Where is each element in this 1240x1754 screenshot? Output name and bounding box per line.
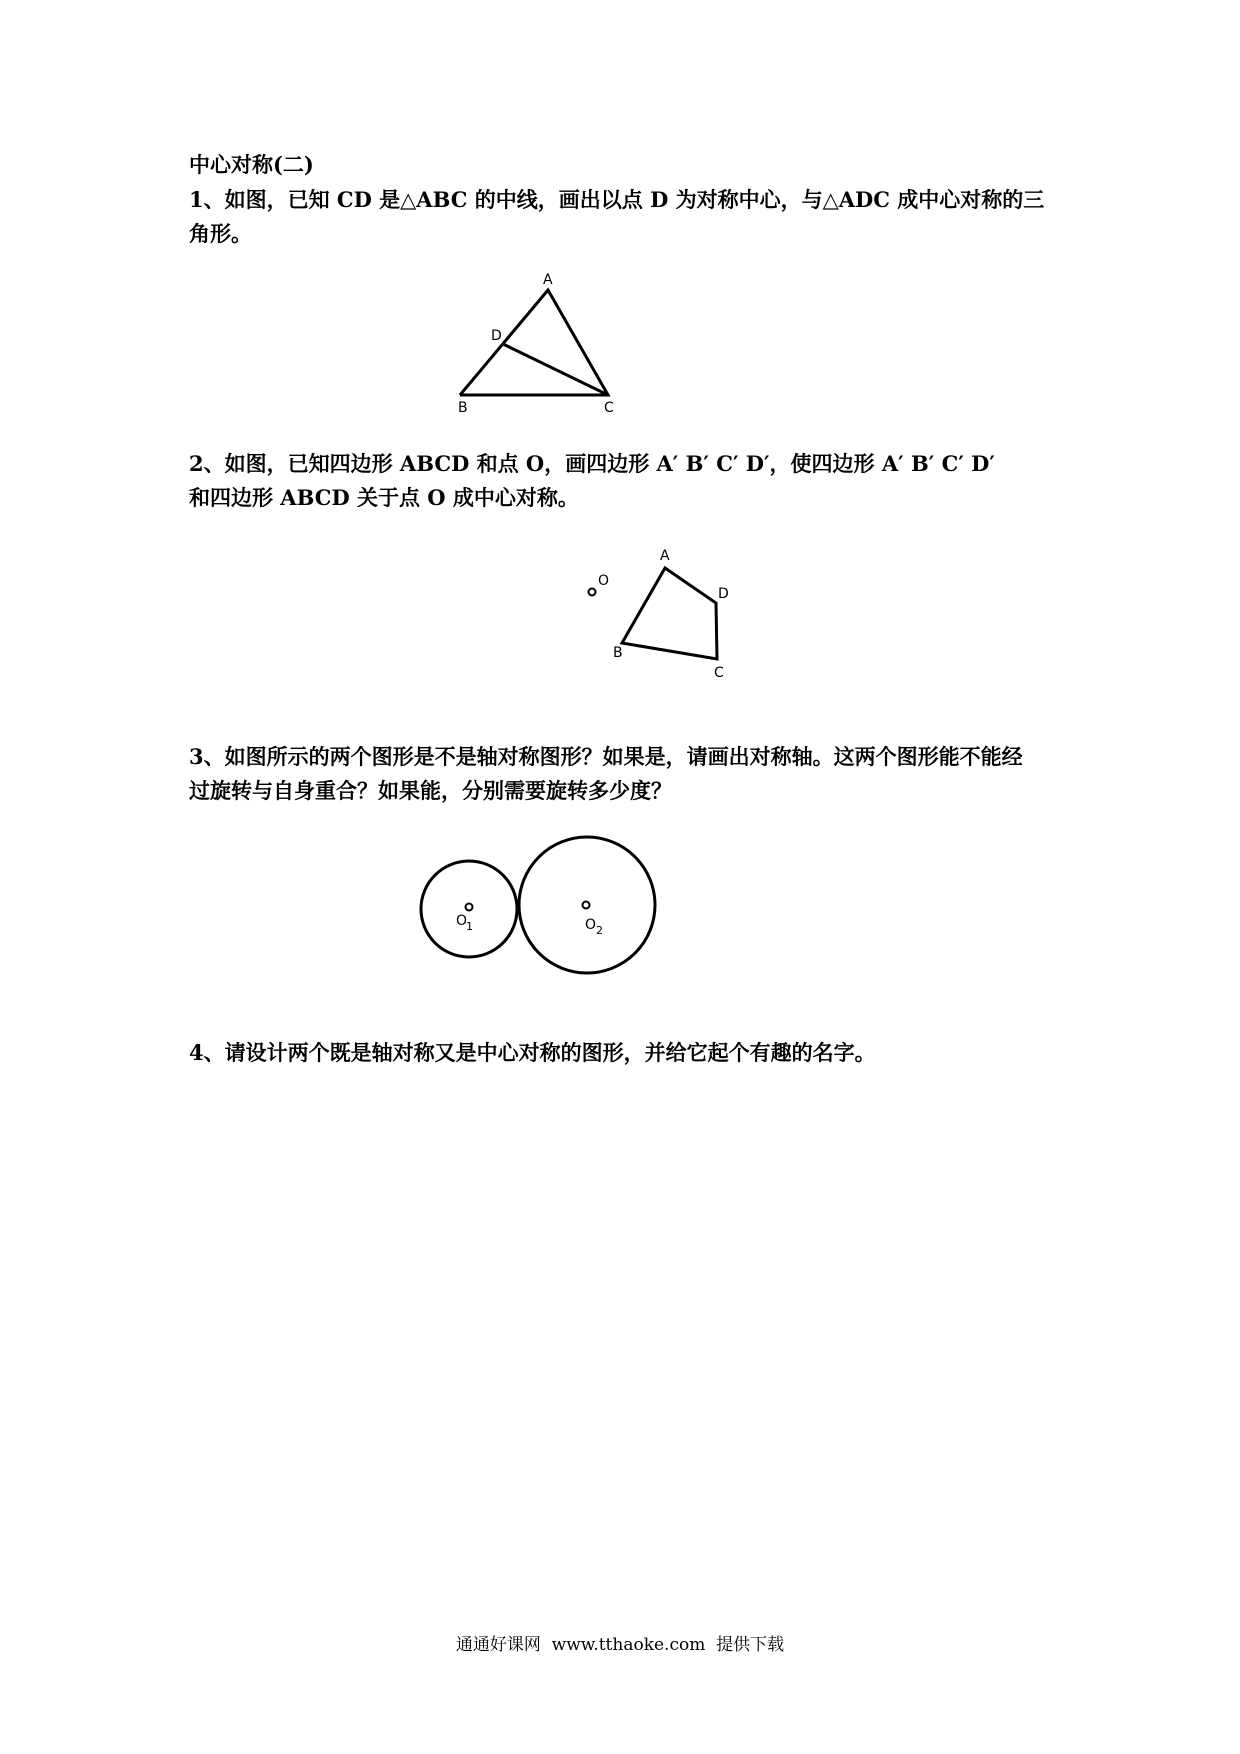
center-o2: [583, 902, 590, 909]
label-b: B: [458, 400, 468, 416]
two-circles-figure: [421, 837, 655, 973]
label-c: C: [714, 665, 724, 681]
quadrilateral-abcd: [622, 568, 717, 659]
triangle-abc-figure: [458, 272, 614, 416]
label-o2: O: [585, 917, 597, 933]
label-b: B: [613, 645, 623, 661]
center-o1: [466, 904, 473, 911]
label-a: A: [660, 548, 670, 564]
question-1-line-1: 1、如图，已知 CD 是△ABC 的中线，画出以点 D 为对称中心，与△ADC 成中心对称的三: [189, 187, 1045, 212]
question-2-line-2: 和四边形 ABCD 关于点 O 成中心对称。: [189, 485, 579, 510]
question-3-line-2: 过旋转与自身重合？如果能，分别需要旋转多少度？: [189, 778, 672, 803]
label-d: D: [718, 586, 729, 602]
point-o: [589, 589, 596, 596]
footer-source: 通通好课网 www.tthaoke.com 提供下载: [455, 1635, 785, 1655]
label-d: D: [491, 328, 502, 344]
page-title: 中心对称(二): [189, 152, 314, 177]
circle-o2: [519, 837, 655, 973]
label-a: A: [543, 272, 553, 288]
label-o1-subscript: 1: [466, 920, 473, 933]
label-c: C: [604, 400, 614, 416]
label-o1: O: [456, 913, 468, 929]
triangle-abc: [460, 290, 608, 395]
quadrilateral-abcd-figure: [589, 548, 729, 681]
label-o2-subscript: 2: [596, 924, 603, 937]
question-1-line-2: 角形。: [189, 221, 252, 246]
question-2-line-1: 2、如图，已知四边形 ABCD 和点 O，画四边形 A′ B′ C′ D′，使四边形 A′ B′ C′ D′: [189, 451, 995, 476]
circle-o1: [421, 861, 517, 957]
label-o: O: [598, 573, 610, 589]
question-4-text: 4、请设计两个既是轴对称又是中心对称的图形，并给它起个有趣的名字。: [189, 1040, 876, 1065]
question-3-line-1: 3、如图所示的两个图形是不是轴对称图形？如果是，请画出对称轴。这两个图形能不能经: [189, 744, 1023, 769]
